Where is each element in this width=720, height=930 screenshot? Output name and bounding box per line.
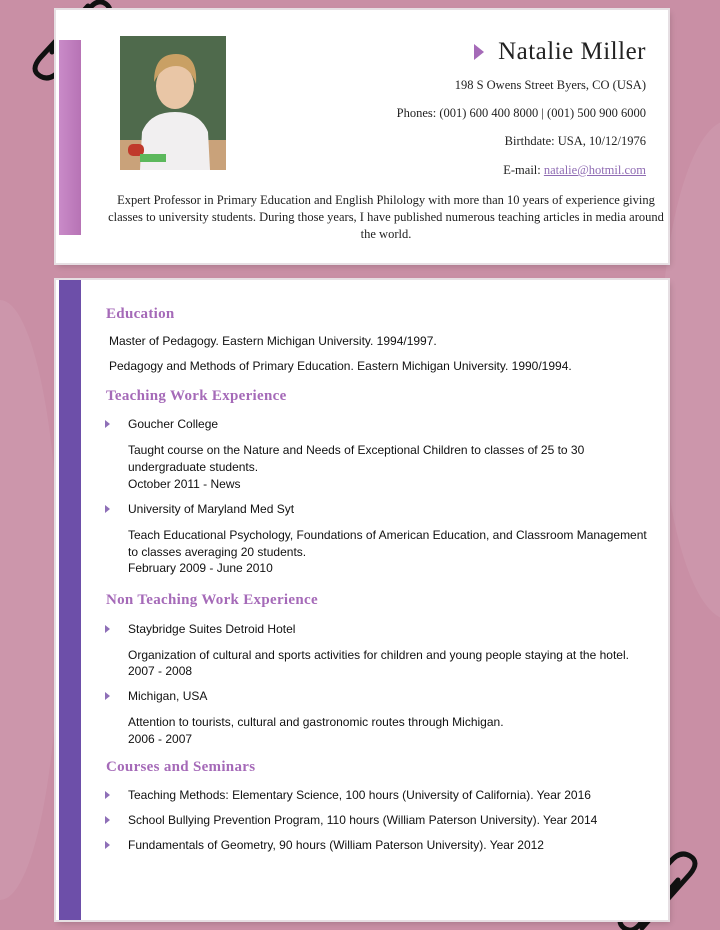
teaching-job-place: Goucher College bbox=[128, 417, 219, 431]
email-label: E-mail: bbox=[503, 163, 541, 177]
body-accent-bar bbox=[59, 280, 81, 920]
header-card bbox=[56, 10, 668, 263]
email-link[interactable]: natalie@hotmil.com bbox=[543, 163, 646, 177]
teaching-job-place: University of Maryland Med Syt bbox=[128, 502, 295, 516]
email-row bbox=[503, 163, 646, 178]
nonteaching-title: Non Teaching Work Experience bbox=[106, 592, 318, 608]
background-decoration bbox=[660, 120, 720, 620]
profile-photo bbox=[120, 36, 226, 170]
body-card bbox=[56, 280, 668, 920]
education-item: Master of Pedagogy. Eastern Michigan University. 1994/1997. bbox=[109, 334, 437, 348]
header-accent-bar bbox=[59, 40, 81, 235]
teaching-job-desc: Teach Educational Psychology, Foundations of American Education, and Classroom Management to classes averaging 20 students. bbox=[128, 528, 647, 559]
background-decoration bbox=[0, 300, 60, 900]
bullet-icon bbox=[105, 692, 110, 700]
teaching-job-dates: February 2009 - June 2010 bbox=[128, 561, 273, 575]
teaching-job-dates: October 2011 - News bbox=[128, 477, 241, 491]
courses-title: Courses and Seminars bbox=[106, 759, 256, 775]
phones: Phones: (001) 600 400 8000 | (001) 500 900 6000 bbox=[396, 106, 646, 120]
course-item: Teaching Methods: Elementary Science, 100 hours (University of California). Year 2016 bbox=[128, 788, 591, 802]
nonteaching-job-dates: 2006 - 2007 bbox=[128, 732, 193, 746]
bullet-icon bbox=[105, 816, 110, 824]
teaching-title: Teaching Work Experience bbox=[106, 388, 287, 404]
nonteaching-job-desc: Attention to tourists, cultural and gastronomic routes through Michigan. bbox=[128, 715, 504, 729]
candidate-name: Natalie Miller bbox=[498, 38, 646, 65]
bullet-icon bbox=[105, 791, 110, 799]
bullet-icon bbox=[105, 420, 110, 428]
course-item: Fundamentals of Geometry, 90 hours (William Paterson University). Year 2012 bbox=[128, 838, 544, 852]
birthdate: Birthdate: USA, 10/12/1976 bbox=[504, 134, 646, 148]
nonteaching-job-place: Staybridge Suites Detroid Hotel bbox=[128, 622, 296, 636]
teaching-job-desc: Taught course on the Nature and Needs of Exceptional Children to classes of 25 to 30 undergraduate students. bbox=[128, 443, 585, 474]
nonteaching-job-dates: 2007 - 2008 bbox=[128, 664, 193, 678]
profile-summary: Expert Professor in Primary Education and English Philology with more than 10 years of experience giving classes to university students. During those years, I have published numerous teaching articles in media around the world. bbox=[108, 193, 664, 241]
nonteaching-job-place: Michigan, USA bbox=[128, 689, 208, 703]
education-title: Education bbox=[106, 306, 175, 322]
name-row bbox=[474, 38, 646, 66]
bullet-icon bbox=[105, 625, 110, 633]
bullet-icon bbox=[105, 841, 110, 849]
education-item: Pedagogy and Methods of Primary Education. Eastern Michigan University. 1990/1994. bbox=[109, 359, 572, 373]
address: 198 S Owens Street Byers, CO (USA) bbox=[454, 78, 646, 92]
nonteaching-job-desc: Organization of cultural and sports activities for children and young people staying at the hotel. bbox=[128, 648, 629, 662]
bullet-icon bbox=[105, 505, 110, 513]
name-arrow-icon bbox=[474, 44, 484, 60]
course-item: School Bullying Prevention Program, 110 hours (William Paterson University). Year 2014 bbox=[128, 813, 598, 827]
